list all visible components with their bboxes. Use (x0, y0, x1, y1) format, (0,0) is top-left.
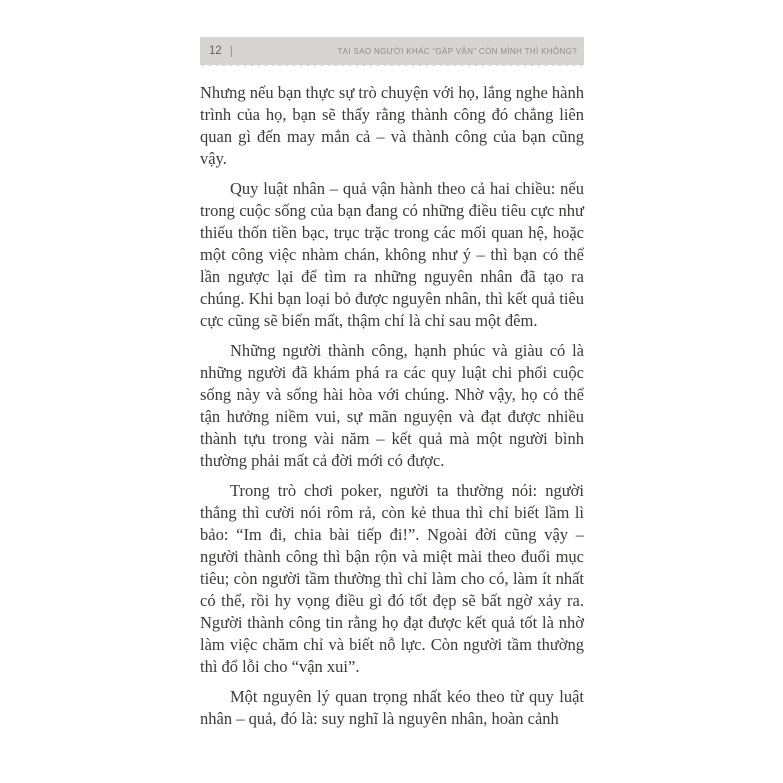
page-number-group (209, 44, 233, 58)
body-text (200, 82, 584, 738)
paragraph: Một nguyên lý quan trọng nhất kéo theo từ quy luật nhân – quả, đó là: suy nghĩ là nguyên nhân, hoàn cảnh (200, 687, 584, 728)
paragraph: Quy luật nhân – quả vận hành theo cả hai chiều: nếu trong cuộc sống của bạn đang có những điều tiêu cực như thiếu thốn tiền bạc, trục trặc trong các mối quan hệ, hoặc một công việc nhàm chán, không như ý – thì bạn có thể lần ngược lại để tìm ra những nguyên nhân đã tạo ra chúng. Khi bạn loại bỏ được nguyên nhân, thì kết quả tiêu cực cũng sẽ biến mất, thậm chí là chỉ sau một đêm. (200, 179, 584, 330)
running-title: TẠI SAO NGƯỜI KHÁC “GẶP VẬN” CÒN MÌNH THÌ KHÔNG? (337, 46, 577, 56)
page-number: 12 (209, 45, 222, 57)
running-header (200, 37, 584, 65)
paragraph: Trong trò chơi poker, người ta thường nói: người thắng thì cười nói rôm rả, còn kẻ thua thì chỉ biết lầm lì bảo: “Im đi, chia bài tiếp đi!”. Ngoài đời cũng vậy – người thành công thì bận rộn và miệt mài theo đuổi mục tiêu; còn người tầm thường thì chỉ làm cho có, làm ít nhất có thể, rồi hy vọng điều gì đó tốt đẹp sẽ bất ngờ xảy ra. Người thành công tin rằng họ đạt được kết quả tốt là nhờ làm việc chăm chỉ và biết nỗ lực. Còn người tầm thường thì đổ lỗi cho “vận xui”. (200, 481, 584, 676)
header-separator: | (229, 43, 233, 58)
paragraph: Nhưng nếu bạn thực sự trò chuyện với họ, lắng nghe hành trình của họ, bạn sẽ thấy rằng thành công đó chẳng liên quan gì đến may mắn cả – và thành công của bạn cũng vậy. (200, 83, 584, 168)
paragraph: Những người thành công, hạnh phúc và giàu có là những người đã khám phá ra các quy luật chi phối cuộc sống này và sống hài hòa với chúng. Nhờ vậy, họ có thể tận hưởng niềm vui, sự mãn nguyện và đạt được nhiều thành tựu trong vài năm – kết quả mà một người bình thường phải mất cả đời mới có được. (200, 341, 584, 470)
